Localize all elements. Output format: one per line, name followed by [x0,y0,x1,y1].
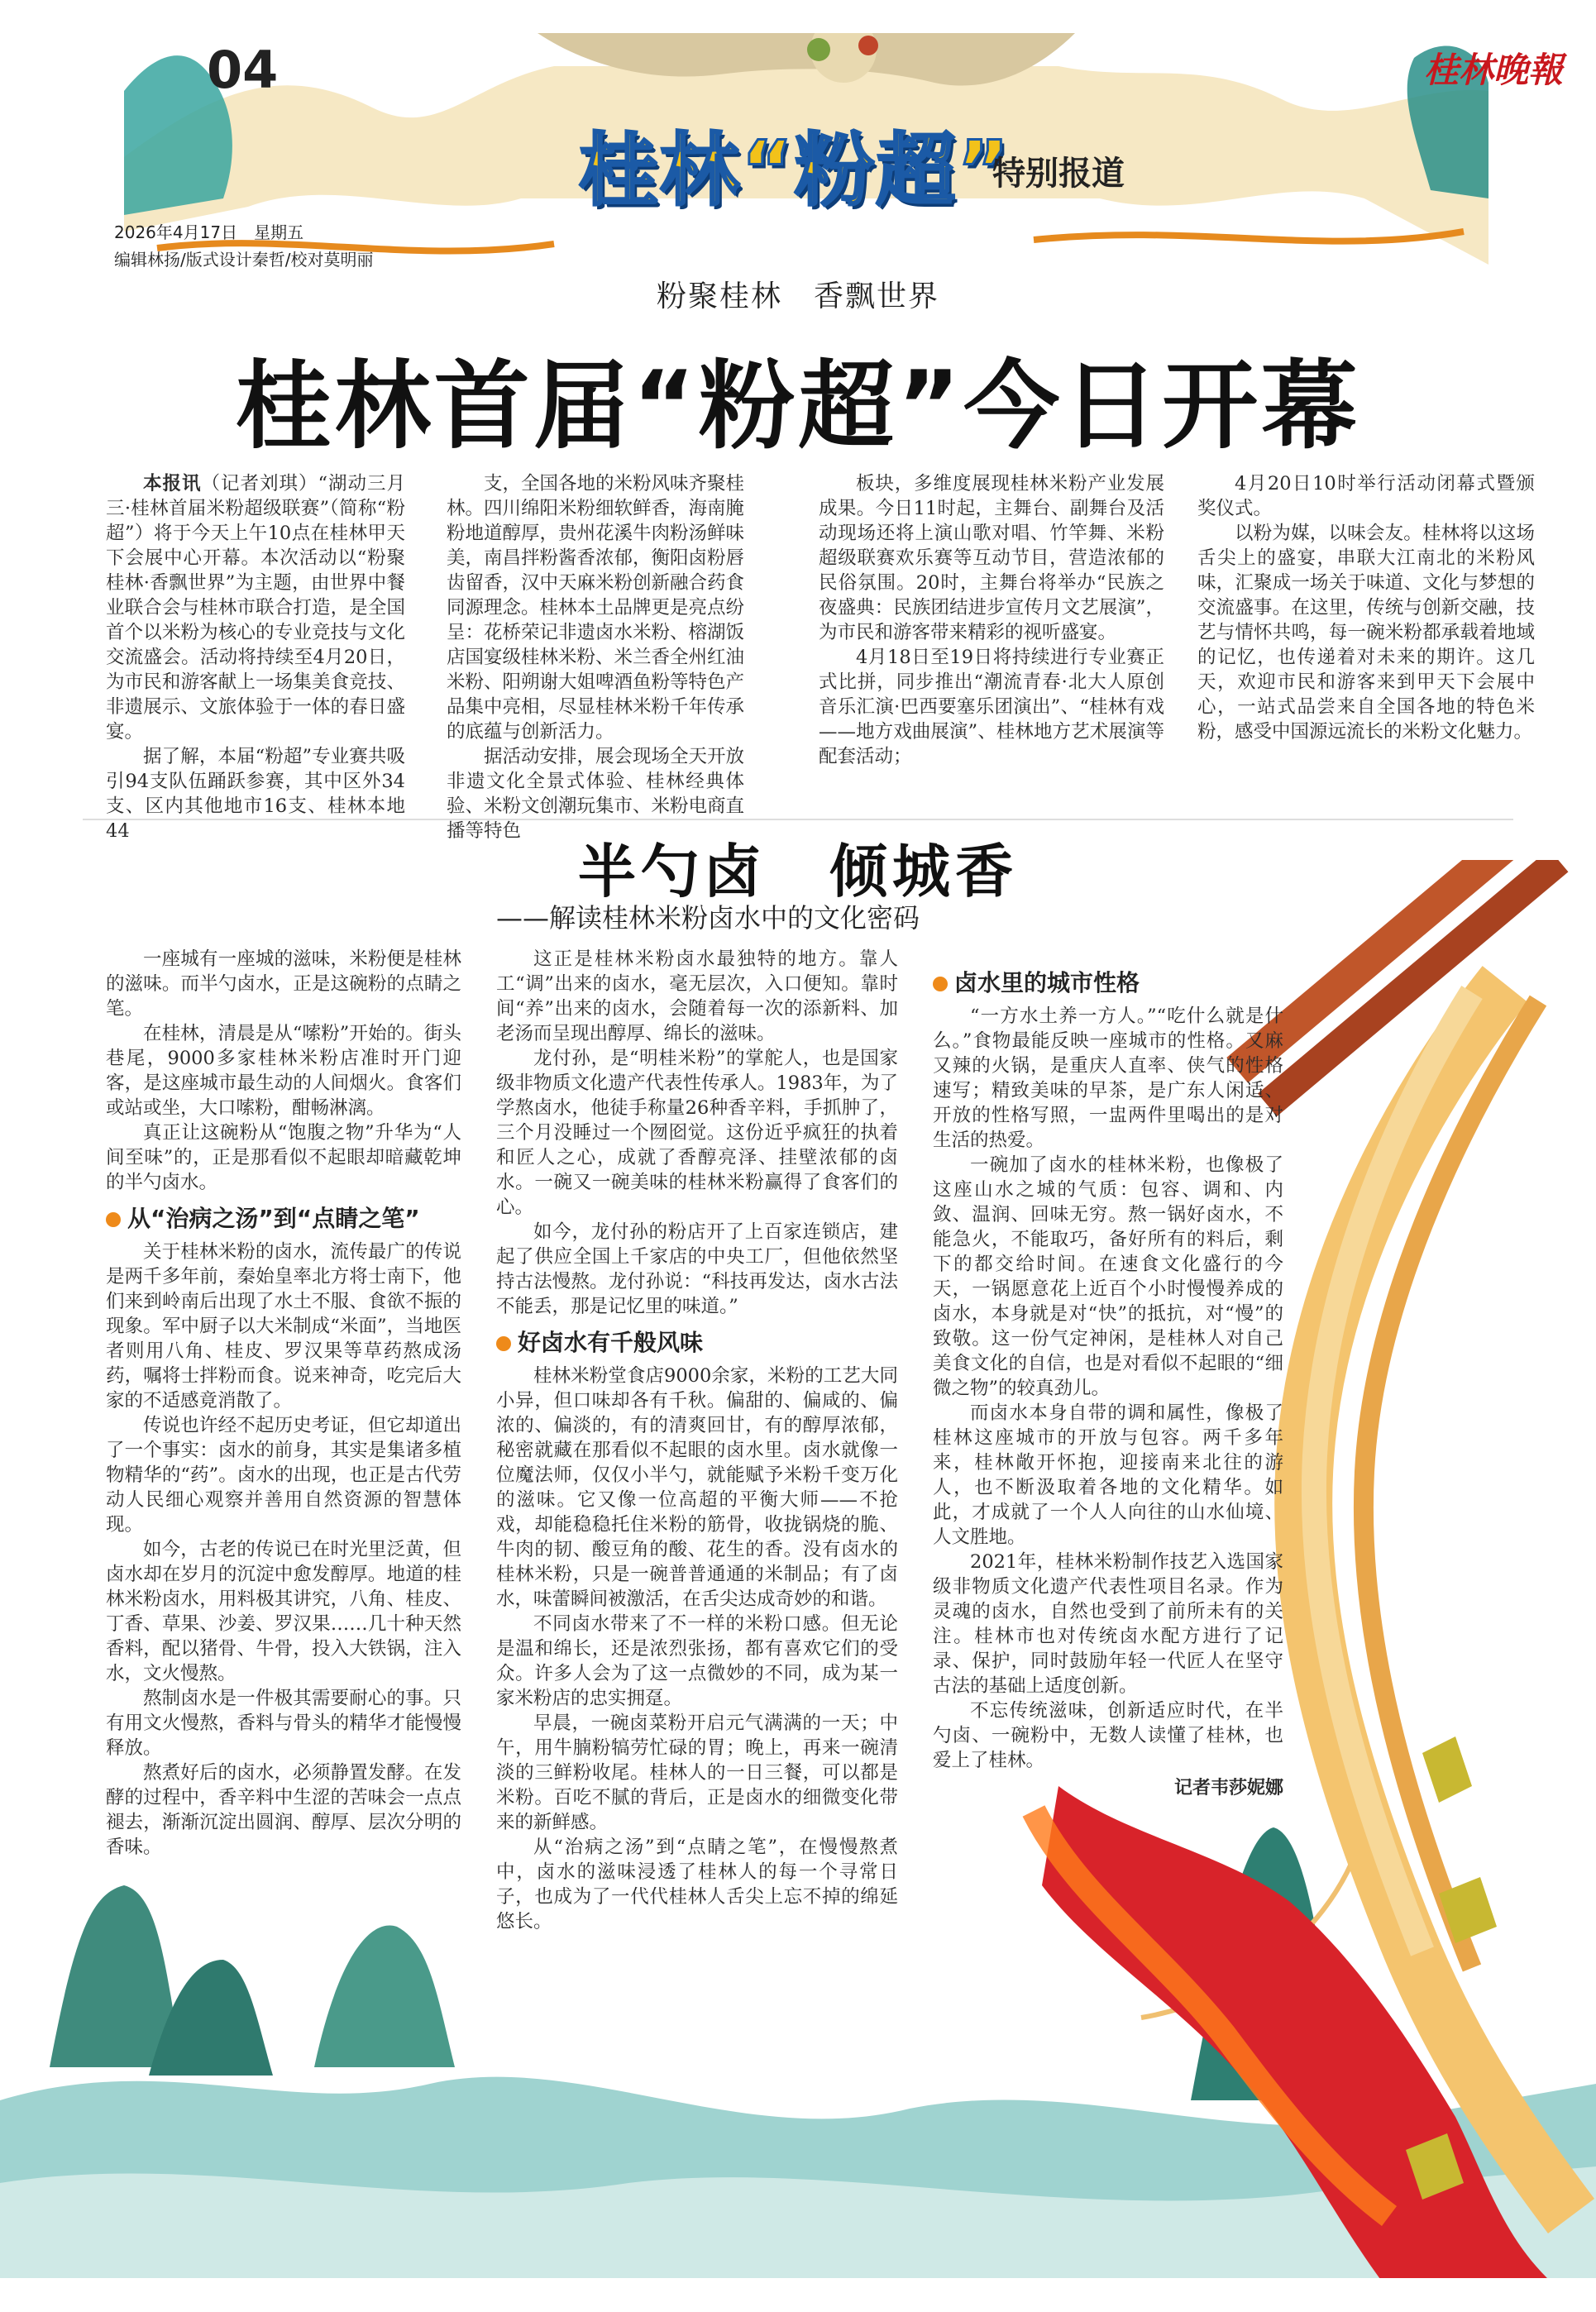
paragraph: 熬制卤水是一件极其需要耐心的事。只有用文火慢熬，香料与骨头的精华才能慢慢释放。 [106,1688,461,1759]
paragraph-text: 支，全国各地的米粉风味齐聚桂林。四川绵阳米粉细软鲜香，海南腌粉地道醇厚，贵州花溪牛肉粉汤鲜味美，南昌拌粉酱香浓郁，衡阳卤粉唇齿留香，汉中天麻米粉创新融合药食同源理念。桂林本土品牌更是亮点纷呈：花桥荣记非遗卤水米粉、榕湖饭店国宴级桂林米粉、米兰香全州红油米粉、阳朔谢大姐啤酒鱼粉等特色产品集中亮相，尽显桂林米粉千年传承的底蕴与创新活力。 [447,473,745,743]
bullet-dot-icon [496,1336,511,1351]
lead-column-3 [819,471,1164,769]
paragraph [819,645,1164,769]
paragraph-text: 4月20日10时举行活动闭幕式暨颁奖仪式。 [1197,473,1535,519]
paragraph [106,471,405,744]
subheading-text: 从“治病之汤”到“点睛之笔” [127,1205,420,1232]
lead-column-1 [106,471,405,843]
paragraph: 不忘传统滋味，创新适应时代，在半勺卤、一碗粉中，无数人读懂了桂林，也爱上了桂林。 [933,1700,1283,1771]
section-divider [83,819,1513,820]
lead-column-4 [1197,471,1535,744]
paragraph-text: 板块，多维度展现桂林米粉产业发展成果。今日11时起，主舞台、副舞台及活动现场还将上演山歌对唱、竹竿舞、米粉超级联赛欢乐赛等互动节目，营造浓郁的民俗氛围。20时，主舞台将举办“民族之夜盛典：民族团结进步宣传月文艺展演”，为市民和游客带来精彩的视听盛宴。 [819,473,1164,643]
subheading-text: 卤水里的城市性格 [954,969,1140,996]
dateline: 本报讯 [143,473,202,494]
paragraph: “一方水土养一方人。”“吃什么就是什么。”食物最能反映一座城市的性格。又麻又辣的火锅，是重庆人直率、侠气的性格速写；精致美味的早茶，是广东人闲适、开放的性格写照，一盅两件里喝出的是对生活的热爱。 [933,1006,1283,1151]
paragraph: 桂林米粉堂食店9000余家，米粉的工艺大同小异，但口味却各有千秋。偏甜的、偏咸的、偏浓的、偏淡的，有的清爽回甘，有的醇厚浓郁，秘密就藏在那看似不起眼的卤水里。卤水就像一位魔法师，仅仅小半勺，就能赋予米粉千变万化的滋味。它又像一位高超的平衡大师——不抢戏，却能稳稳托住米粉的筋骨，收拢锅烧的脆、牛肉的韧、酸豆角的酸、花生的香。没有卤水的桂林米粉，只是一碗普普通通的米制品；有了卤水，味蕾瞬间被激活，在舌尖达成奇妙的和谐。 [496,1365,898,1610]
paragraph-text: （记者刘琪）“湖动三月三·桂林首届米粉超级联赛”（简称“粉超”）将于今天上午10点在桂林甲天下会展中心开幕。本次活动以“粉聚桂林·香飘世界”为主题，由世界中餐业联合会与桂林市联合打造，是全国首个以米粉为核心的专业竞技与文化交流盛会。活动将持续至4月20日，为市民和游客献上一场集美食竞技、非遗展示、文旅体验于一体的春日盛宴。 [106,473,405,743]
feature-title: 半勺卤 倾城香 [578,838,1018,905]
feature-column-2 [496,947,898,1934]
paragraph: 传说也许经不起历史考证，但它却道出了一个事实：卤水的前身，其实是集诸多植物精华的“药”。卤水的出现，也正是古代劳动人民细心观察并善用自然资源的智慧体现。 [106,1415,461,1536]
subheading-text: 好卤水有千般风味 [518,1329,704,1356]
paragraph: 不同卤水带来了不一样的米粉口感。但无论是温和绵长，还是浓烈张扬，都有喜欢它们的受众。许多人会为了这一点微妙的不同，成为某一家米粉店的忠实拥趸。 [496,1613,898,1709]
feature-column-3 [933,959,1283,1801]
paragraph-text: 以粉为媒，以味会友。桂林将以这场舌尖上的盛宴，串联大江南北的米粉风味，汇聚成一场关于味道、文化与梦想的交流盛事。在这里，传统与创新交融，技艺与情怀共鸣，每一碗米粉都承载着地域的记忆，也传递着对未来的期许。这几天，欢迎市民和游客来到甲天下会展中心，一站式品尝来自全国各地的特色米粉，感受中国源远流长的米粉文化魅力。 [1197,523,1535,743]
paragraph: 如今，龙付孙的粉店开了上百家连锁店，建起了供应全国上千家店的中央工厂，但他依然坚持古法慢熬。龙付孙说：“科技再发达，卤水古法不能丢，那是记忆里的味道。” [496,1221,898,1317]
paragraph: 这正是桂林米粉卤水最独特的地方。靠人工“调”出来的卤水，毫无层次，入口便知。靠时间“养”出来的卤水，会随着每一次的添新料、加老汤而呈现出醇厚、绵长的滋味。 [496,948,898,1044]
paragraph-text: 据了解，本届“粉超”专业赛共吸引94支队伍踊跃参赛，其中区外34支、区内其他地市16支、桂林本地44 [106,746,405,842]
paragraph: 2021年，桂林米粉制作技艺入选国家级非物质文化遗产代表性项目名录。作为灵魂的卤水，自然也受到了前所未有的关注。桂林市也对传统卤水配方进行了记录、保护，同时鼓励年轻一代匠人在坚守古法的基础上适度创新。 [933,1551,1283,1697]
paragraph: 一座城有一座城的滋味，米粉便是桂林的滋味。而半勺卤水，正是这碗粉的点睛之笔。 [106,948,461,1020]
paragraph: 关于桂林米粉的卤水，流传最广的传说是两千多年前，秦始皇率北方将士南下，他们来到岭南后出现了水土不服、食欲不振的现象。军中厨子以大米制成“米面”，当地医者则用八角、桂皮、罗汉果等草药熬成汤药，嘱将士拌粉而食。说来神奇，吃完后大家的不适感竟消散了。 [106,1241,461,1412]
masthead-area [0,0,1596,273]
column-logo: 桂林“粉超” [579,124,1011,217]
paragraph: 如今，古老的传说已在时光里泛黄，但卤水却在岁月的沉淀中愈发醇厚。地道的桂林米粉卤水，用料极其讲究，八角、桂皮、丁香、草果、沙姜、罗汉果……几十种天然香料，配以猪骨、牛骨，投入大铁锅，注入水，文火慢熬。 [106,1539,461,1684]
paragraph [1197,521,1535,744]
paragraph-text: 据活动安排，展会现场全天开放非遗文化全景式体验、桂林经典体验、米粉文创潮玩集市、米粉电商直播等特色 [447,746,745,842]
paragraph [819,471,1164,645]
bullet-dot-icon [933,977,948,991]
section-subheading [933,971,1283,996]
section-subheading [106,1206,461,1231]
paragraph [1197,471,1535,521]
issue-date: 2026年4月17日 星期五 [114,222,304,242]
reporter-byline: 记者韦莎妮娜 [1173,1778,1283,1798]
paragraph: 熬煮好后的卤水，必须静置发酵。在发酵的过程中，香辛料中生涩的苦味会一点点褪去，渐渐沉淀出圆润、醇厚、层次分明的香味。 [106,1762,461,1858]
paragraph: 在桂林，清晨是从“嗦粉”开始的。街头巷尾，9000多家桂林米粉店准时开门迎客，是这座城市最生动的人间烟火。食客们或站或坐，大口嗦粉，酣畅淋漓。 [106,1023,461,1119]
lead-column-2 [447,471,744,843]
editor-credits: 编辑林扬/版式设计秦哲/校对莫明丽 [114,250,374,270]
lead-subhead: 粉聚桂林 香飘世界 [656,279,939,313]
newspaper-logo: 桂林晚報 [1423,50,1563,90]
paragraph [447,471,744,744]
paragraph: 龙付孙，是“明桂米粉”的掌舵人，也是国家级非物质文化遗产代表性传承人。1983年，为了学熬卤水，他徒手称量26种香辛料，手抓肿了，三个月没睡过一个囫囵觉。这份近乎疯狂的执着和匠人之心，成就了香醇亮泽、挂壁浓郁的卤水。一碗又一碗美味的桂林米粉赢得了食客们的心。 [496,1048,898,1218]
page-bottom [0,2278,1596,2312]
paragraph-text: 4月18日至19日将持续进行专业赛正式比拼，同步推出“潮流青春·北大人原创音乐汇演·巴西要塞乐团演出”、“桂林有戏——地方戏曲展演”、桂林地方艺术展演等配套活动； [819,647,1164,767]
paragraph: 从“治病之汤”到“点睛之笔”，在慢慢熬煮中，卤水的滋味浸透了桂林人的每一个寻常日子，也成为了一代代桂林人舌尖上忘不掉的绵延悠长。 [496,1837,898,1932]
paragraph: 早晨，一碗卤菜粉开启元气满满的一天；中午，用牛腩粉犒劳忙碌的胃；晚上，再来一碗清淡的三鲜粉收尾。桂林人的一日三餐，可以都是米粉。百吃不腻的背后，正是卤水的细微变化带来的新鲜感。 [496,1713,898,1833]
section-subheading [496,1330,898,1355]
bullet-dot-icon [106,1212,121,1227]
paragraph: 真正让这碗粉从“饱腹之物”升华为“人间至味”的，正是那看似不起眼却暗藏乾坤的半勺卤水。 [106,1122,461,1193]
lead-headline: 桂林首届“粉超”今日开幕 [235,351,1361,462]
feature-column-1 [106,947,461,1860]
column-tag: 特别报道 [992,155,1125,193]
paragraph: 而卤水本身自带的调和属性，像极了桂林这座城市的开放与包容。两千多年来，桂林敞开怀抱，迎接南来北往的游人，也不断汲取着各地的文化精华。如此，才成就了一个人人向往的山水仙境、人文胜地。 [933,1402,1283,1548]
feature-subtitle: ——解读桂林米粉卤水中的文化密码 [496,902,920,934]
paragraph: 一碗加了卤水的桂林米粉，也像极了这座山水之城的气质：包容、调和、内敛、温润、回味无穷。熬一锅好卤水，不能急火，不能取巧，备好所有的料后，剩下的都交给时间。在速食文化盛行的今天，一锅愿意花上近百个小时慢慢养成的卤水，本身就是对“快”的抵抗，对“慢”的致敬。这一份气定神闲，是桂林人对自己美食文化的自信，也是对看似不起眼的“细微之物”的较真劲儿。 [933,1154,1283,1399]
page-number: 04 [207,40,279,100]
